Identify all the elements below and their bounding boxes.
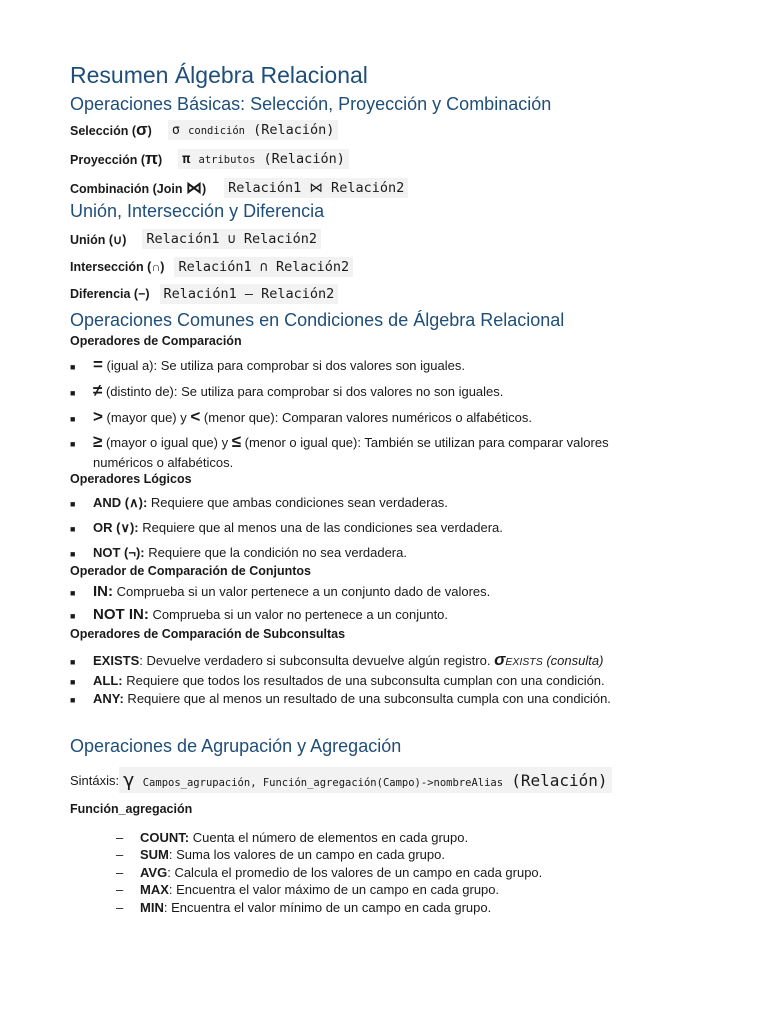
- list-item: ■ IN: Comprueba si un valor pertenece a un conjunto dado de valores.: [70, 583, 491, 600]
- list-item: ■ ≥ (mayor o igual que) y ≤ (menor o igual que): También se utilizan para comparar valores: [70, 432, 609, 451]
- sintaxis-row: [70, 767, 612, 793]
- section-heading-agrupacion: Operaciones de Agrupación y Agregación: [70, 736, 402, 756]
- list-item: ■ OR (∨): Requiere que al menos una de las condiciones sea verdadera.: [70, 520, 503, 535]
- list-item: ■ EXISTS: Devuelve verdadero si subconsulta devuelve algún registro. σEXISTS (consulta): [70, 650, 604, 669]
- list-item: ■ = (igual a): Se utiliza para comprobar si dos valores son iguales.: [70, 355, 465, 374]
- seleccion-formula: σ condición (Relación): [168, 120, 339, 140]
- combinacion-row: [70, 178, 408, 198]
- list-item: ■ NOT (¬): Requiere que la condición no sea verdadera.: [70, 545, 407, 560]
- interseccion-row: [70, 257, 353, 277]
- logicos-heading: Operadores Lógicos: [70, 472, 192, 486]
- diferencia-row: [70, 284, 338, 304]
- funcion-agregacion-heading: Función_agregación: [70, 802, 193, 816]
- interseccion-formula: Relación1 ∩ Relación2: [174, 257, 353, 277]
- section-heading-basicas: Operaciones Básicas: Selección, Proyección y Combinación: [70, 94, 552, 114]
- list-item: – AVG: Calcula el promedio de los valores de un campo en cada grupo.: [116, 865, 543, 880]
- list-item: ■ > (mayor que) y < (menor que): Comparan valores numéricos o alfabéticos.: [70, 407, 532, 426]
- subconsultas-heading: Operadores de Comparación de Subconsultas: [70, 627, 346, 641]
- sintaxis-formula: γ Campos_agrupación, Función_agregación(Campo)->nombreAlias (Relación): [119, 767, 611, 793]
- union-label: Unión (∪): [70, 232, 127, 247]
- list-item: – MAX: Encuentra el valor máximo de un campo en cada grupo.: [116, 882, 500, 897]
- page-title: Resumen Álgebra Relacional: [70, 62, 368, 88]
- seleccion-row: [70, 120, 338, 140]
- section-heading-union: Unión, Intersección y Diferencia: [70, 201, 325, 221]
- proyeccion-formula: π atributos (Relación): [178, 149, 349, 169]
- union-row: [70, 229, 321, 249]
- combinacion-label: Combinación (Join ⋈): [70, 180, 207, 197]
- list-item: – SUM: Suma los valores de un campo en cada grupo.: [116, 847, 445, 862]
- union-formula: Relación1 ∪ Relación2: [142, 229, 321, 249]
- diferencia-formula: Relación1 — Relación2: [160, 284, 339, 304]
- list-item: – COUNT: Cuenta el número de elementos en cada grupo.: [116, 830, 469, 845]
- list-item: ■ ≠ (distinto de): Se utiliza para comprobar si dos valores no son iguales.: [70, 381, 504, 400]
- proyeccion-row: [70, 149, 349, 169]
- list-item: ■ ALL: Requiere que todos los resultados de una subconsulta cumplan con una condición.: [70, 673, 605, 688]
- list-item: ■ NOT IN: Comprueba si un valor no pertenece a un conjunto.: [70, 606, 449, 623]
- interseccion-label: Intersección (∩): [70, 260, 165, 274]
- diferencia-label: Diferencia (−): [70, 287, 150, 301]
- seleccion-label: Selección (σ): [70, 120, 152, 139]
- combinacion-formula: Relación1 ⋈ Relación2: [224, 178, 408, 198]
- section-heading-condiciones: Operaciones Comunes en Condiciones de Álgebra Relacional: [70, 310, 565, 330]
- comparacion-heading: Operadores de Comparación: [70, 334, 242, 348]
- list-item: – MIN: Encuentra el valor mínimo de un campo en cada grupo.: [116, 900, 492, 915]
- list-item: ■ ANY: Requiere que al menos un resultado de una subconsulta cumpla con una condición.: [70, 691, 611, 706]
- list-item-continuation: numéricos o alfabéticos.: [93, 455, 234, 470]
- proyeccion-label: Proyección (π): [70, 149, 163, 168]
- list-item: ■ AND (∧): Requiere que ambas condiciones sean verdaderas.: [70, 495, 448, 510]
- conjuntos-heading: Operador de Comparación de Conjuntos: [70, 564, 311, 578]
- sintaxis-label: Sintáxis:: [70, 772, 120, 788]
